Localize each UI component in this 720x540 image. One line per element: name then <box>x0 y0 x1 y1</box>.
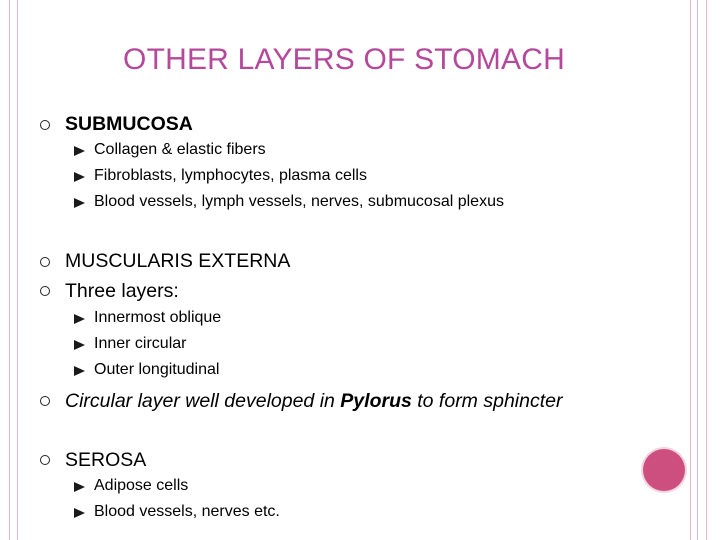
bullet-muscularis-externa: MUSCULARIS EXTERNA <box>65 250 291 272</box>
arrow-bullet-icon <box>74 314 85 324</box>
bullet-circular-layer <box>65 390 562 413</box>
slide-title: OTHER LAYERS OF STOMACH <box>123 43 565 76</box>
emphasis-pylorus: Pylorus <box>340 390 412 412</box>
sub-bullet: Adipose cells <box>94 477 189 494</box>
arrow-bullet-icon <box>74 172 85 182</box>
bullet-serosa: SEROSA <box>65 449 147 471</box>
arrow-bullet-icon <box>74 508 85 518</box>
left-border-line <box>9 0 10 540</box>
ring-bullet-icon <box>40 396 50 406</box>
sub-bullet: Blood vessels, lymph vessels, nerves, submucosal plexus <box>94 193 504 210</box>
bullet-text: Circular layer well developed in <box>65 390 341 412</box>
ring-bullet-icon <box>40 120 50 130</box>
sub-bullet: Inner circular <box>94 335 187 352</box>
right-border-line <box>706 0 707 540</box>
ring-bullet-icon <box>40 286 50 296</box>
arrow-bullet-icon <box>74 146 85 156</box>
ring-bullet-icon <box>40 257 50 267</box>
arrow-bullet-icon <box>74 198 85 208</box>
right-border-line <box>690 0 691 540</box>
bullet-text: to form sphincter <box>411 390 563 412</box>
right-border-line <box>697 0 698 540</box>
sub-bullet: Collagen & elastic fibers <box>94 141 266 158</box>
sub-bullet: Innermost oblique <box>94 309 222 326</box>
sub-bullet: Outer longitudinal <box>94 361 220 378</box>
arrow-bullet-icon <box>74 366 85 376</box>
bullet-submucosa: SUBMUCOSA <box>65 113 193 135</box>
sub-bullet: Fibroblasts, lymphocytes, plasma cells <box>94 167 367 184</box>
ring-bullet-icon <box>40 455 50 465</box>
sub-bullet: Blood vessels, nerves etc. <box>94 503 280 520</box>
arrow-bullet-icon <box>74 482 85 492</box>
bullet-three-layers: Three layers: <box>65 280 179 302</box>
pink-circle-icon <box>643 449 685 491</box>
left-border-line <box>17 0 18 540</box>
arrow-bullet-icon <box>74 340 85 350</box>
